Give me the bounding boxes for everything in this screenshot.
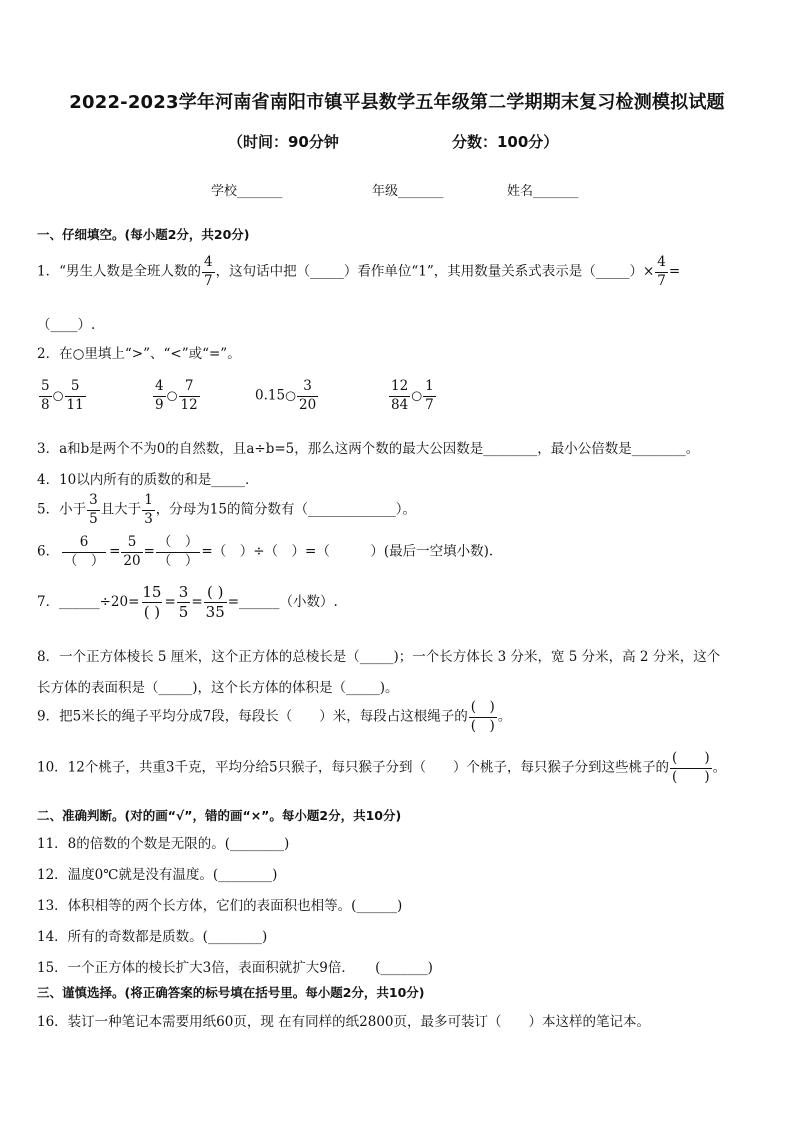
question-8-line-2: 长方体的表面积是（_____)，这个长方体的体积是（_____)。 [37,680,399,696]
question-2: 2．在○里填上“>”、“<”或“=”。 [37,346,241,362]
question-14: 14．所有的奇数都是质数。(________) [37,929,268,945]
question-6: 6． $\frac{6}{( )}$ = $\frac{5}{20}$ = $\frac{( )}{( )}$ =（ ）÷（ ）=（ ）(最后一空填小数). [37,534,494,569]
question-4: 4．10以内所有的质数的和是_____． [37,472,259,488]
q2-item-3: 0.15○ $\frac{3}{20}$ [255,378,317,413]
section-3-heading: 三、谨慎选择。(将正确答案的标号填在括号里。每小题2分，共10分) [37,985,425,1000]
question-16: 16．装订一种笔记本需要用纸60页，现 在有同样的纸2800页，最多可装订（ ）本这样的笔记本。 [37,1014,651,1030]
q1-text-b: ，这句话中把（_____）看作单位“1”，其用数量关系式表示是（_____）× [215,263,655,280]
compare-circle[interactable]: ○ [285,387,296,403]
school-field[interactable] [211,180,283,199]
q1-text-a: 1．“男生人数是全班人数的 [37,263,201,280]
q10-text: 10．12个桃子，共重3千克，平均分给5只猴子，每只猴子分到（ ）个桃子，每只猴子分到这些桃子的 [37,759,670,776]
q7-tail: =______（小数）. [227,594,338,610]
question-8-line-1: 8．一个正方体棱长 5 厘米，这个正方体的总棱长是（_____)；一个长方体长 3 分米，宽 5 分米，高 2 分米，这个 [37,649,721,665]
compare-circle[interactable]: ○ [166,387,178,403]
question-9: 9．把5米长的绳子平均分成7段，每段长（ ）米，每段占这根绳子的 $\frac{( )}{( )}$ 。 [37,699,512,734]
name-label: 姓名 [507,184,534,199]
q9-text: 9．把5米长的绳子平均分成7段，每段长（ ）米，每段占这根绳子的 [37,708,468,725]
q7-lead: 7．______÷20= [37,594,140,610]
compare-circle[interactable]: ○ [411,387,423,403]
q5-text-c: ，分母为15的简分数有（_____________）。 [155,501,416,518]
name-blank: _______ [533,184,579,199]
q2-item-4: $\frac{12}{84}$ ○ $\frac{1}{7}$ [391,378,434,413]
school-label: 学校 [211,184,238,199]
q6-tail: =（ ）÷（ ）=（ ）(最后一空填小数). [201,543,494,560]
question-10: 10．12个桃子，共重3千克，平均分给5只猴子，每只猴子分到（ ）个桃子，每只猴子分到这些桃子的 $\frac{( )}{( )}$ 。 [37,750,727,785]
q1-fraction: $\frac{4}{7}$ [204,254,213,289]
question-1 [37,256,680,288]
question-7: 7．______÷20= $\frac{15}{( )}$ = $\frac{3}{5}$ = $\frac{( )}{35}$ =______（小数）. [37,583,338,621]
compare-circle[interactable]: ○ [52,387,64,403]
question-5: 5．小于 $\frac{3}{5}$ 且大于 $\frac{1}{3}$ ，分母为15的简分数有（_____________）。 [37,492,416,527]
q5-text-b: 且大于 [100,501,142,518]
school-blank: _______ [237,184,283,199]
question-3: 3．a和b是两个不为0的自然数，且a÷b=5，那么这两个数的最大公因数是________，最小公倍数是________。 [37,441,700,457]
question-13: 13．体积相等的两个长方体，它们的表面积也相等。(______) [37,898,403,914]
question-15: 15．一个正方体的棱长扩大3倍，表面积就扩大9倍． (_______) [37,960,433,976]
grade-label: 年级 [372,184,399,199]
question-12: 12．温度0℃就是没有温度。(________) [37,867,278,883]
question-11: 11．8的倍数的个数是无限的。(________) [37,836,290,852]
exam-score: 分数：100分） [452,133,559,151]
page-title: 2022-2023学年河南省南阳市镇平县数学五年级第二学期期末复习检测模拟试题 [69,92,725,113]
section-1-heading: 一、仔细填空。(每小题2分，共20分) [37,227,250,242]
name-field[interactable] [507,180,579,199]
grade-blank: _______ [398,184,444,199]
q1-fraction-2: $\frac{4}{7}$ [657,254,666,289]
grade-field[interactable] [372,180,444,199]
section-2-heading: 二、准确判断。(对的画“√”，错的画“×”。每小题2分，共10分) [37,808,402,823]
q2-item-2: $\frac{4}{9}$ ○ $\frac{7}{12}$ [155,378,198,413]
q6-lead: 6． [37,543,60,560]
question-1-line-2: （____）. [37,317,96,333]
q2-decimal: 0.15 [255,387,286,404]
exam-time: （时间：90分钟 [228,133,339,151]
q5-text-a: 5．小于 [37,501,87,518]
q1-text-c: = [668,263,681,280]
q2-item-1: $\frac{5}{8}$ ○ $\frac{5}{11}$ [41,378,84,413]
